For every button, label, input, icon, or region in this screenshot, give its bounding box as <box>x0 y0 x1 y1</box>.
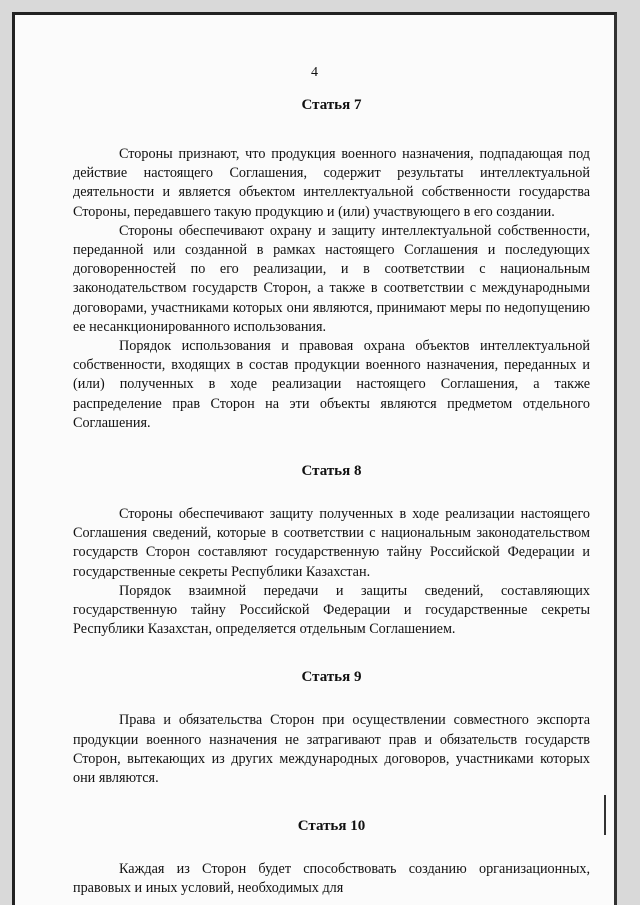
page-number: 4 <box>311 65 318 80</box>
article-9 <box>73 667 590 788</box>
paragraph: Стороны обеспечивают защиту полученных в ходе реализации настоящего Соглашения сведений, которые в соответствии с национальным законодательством государств Сторон составляют государственную тайну Российской Федерации и государственные секреты Республики Казахстан. <box>73 506 590 580</box>
scan-artifact <box>604 795 606 835</box>
article-8 <box>73 461 590 639</box>
article-heading: Статья 9 <box>301 669 362 686</box>
document-body <box>73 95 590 899</box>
paragraph: Порядок использования и правовая охрана объектов интеллектуальной собственности, входящих в состав продукции военного назначения, переданных и (или) полученных в ходе реализации настоящего Соглашения, а также распределение прав Сторон на эти объекты являются предметом отдельного Соглашения. <box>73 338 590 431</box>
paragraph: Стороны обеспечивают охрану и защиту интеллектуальной собственности, переданной или созданной в рамках настоящего Соглашения и последующих договоренностей по его реализации, и в соответствии с национальным законодательством государств Сторон, а также в соответствии с международными договорами, участниками которых они являются, принимают меры по недопущению ее несанкционированного использования. <box>73 222 590 335</box>
paragraph: Порядок взаимной передачи и защиты сведений, составляющих государственную тайну Российской Федерации и государственные секреты Республики Казахстан, определяется отдельным Соглашением. <box>73 582 590 638</box>
article-heading: Статья 10 <box>297 818 366 835</box>
document-page <box>12 12 617 905</box>
article-heading: Статья 7 <box>301 97 362 113</box>
paragraph: Каждая из Сторон будет способствовать созданию организационных, правовых и иных условий, необходимых для <box>73 861 590 897</box>
article-10 <box>73 816 590 898</box>
paragraph: Стороны признают, что продукция военного назначения, подпадающая под действие настоящего Соглашения, содержит результаты интеллектуальной деятельности и является объектом интеллектуальной собственности государства Стороны, передавшего такую продукцию и (или) участвующего в его создании. <box>73 146 590 220</box>
paragraph: Права и обязательства Сторон при осуществлении совместного экспорта продукции военного назначения не затрагивают прав и обязательств государств Сторон, вытекающих из других международных договоров, участниками которых они являются. <box>73 712 590 787</box>
article-7 <box>73 95 590 433</box>
article-heading: Статья 8 <box>301 463 362 480</box>
